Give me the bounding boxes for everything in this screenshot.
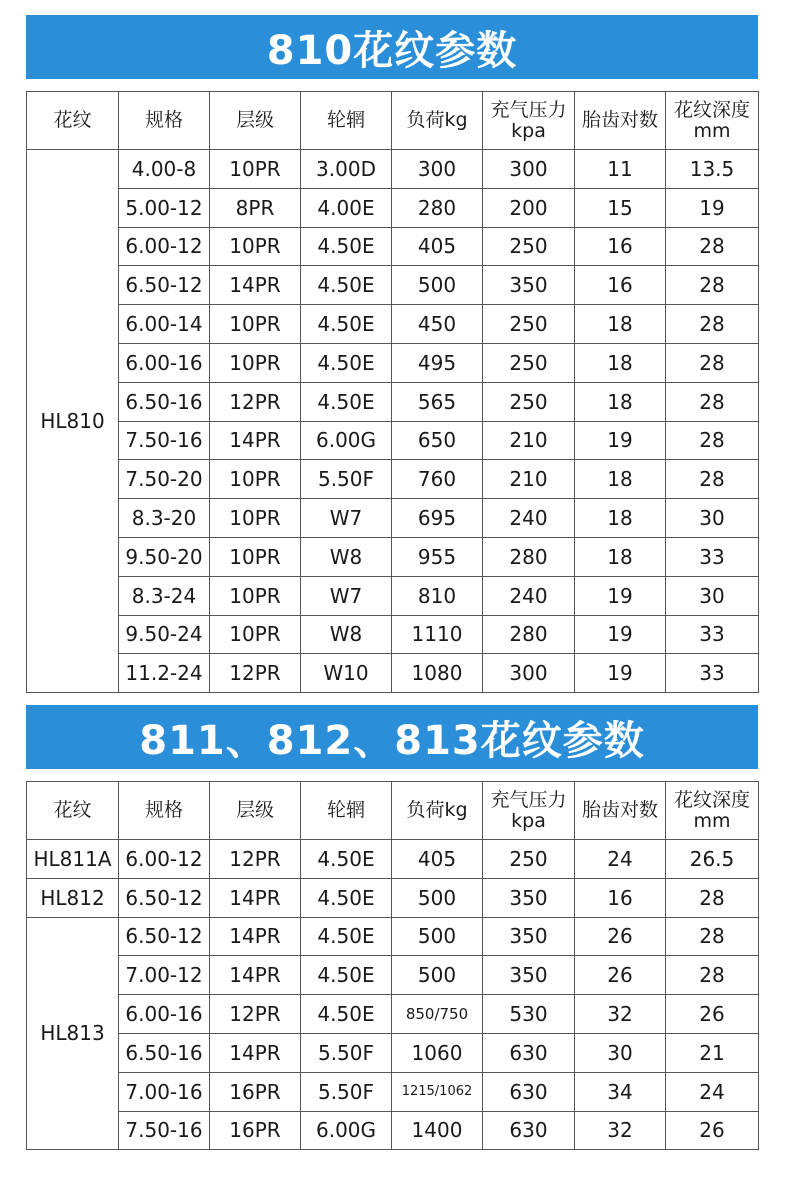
params-table-810 bbox=[26, 91, 759, 693]
table-row bbox=[27, 615, 759, 654]
table-row bbox=[27, 305, 759, 344]
cell-load: 500 bbox=[392, 878, 483, 917]
section-title-811-812-813: 811、812、813花纹参数 bbox=[26, 705, 758, 769]
cell-tread-pairs: 18 bbox=[575, 305, 666, 344]
cell-spec: 6.50-12 bbox=[119, 878, 210, 917]
cell-ply: 14PR bbox=[210, 956, 301, 995]
cell-ply: 14PR bbox=[210, 266, 301, 305]
cell-tread-pairs: 30 bbox=[575, 1033, 666, 1072]
cell-rim: 6.00G bbox=[301, 1111, 392, 1150]
header-row bbox=[27, 92, 759, 150]
cell-pressure: 300 bbox=[483, 654, 575, 693]
cell-rim: 4.50E bbox=[301, 305, 392, 344]
cell-pressure: 250 bbox=[483, 840, 575, 879]
table-row bbox=[27, 537, 759, 576]
cell-ply: 10PR bbox=[210, 460, 301, 499]
cell-load: 760 bbox=[392, 460, 483, 499]
cell-pressure: 240 bbox=[483, 499, 575, 538]
cell-spec: 7.00-12 bbox=[119, 956, 210, 995]
cell-rim: 4.50E bbox=[301, 227, 392, 266]
cell-tread-depth: 33 bbox=[666, 615, 759, 654]
cell-tread-depth: 28 bbox=[666, 382, 759, 421]
cell-rim: W8 bbox=[301, 615, 392, 654]
cell-spec: 6.50-12 bbox=[119, 266, 210, 305]
cell-tread-pairs: 32 bbox=[575, 995, 666, 1034]
cell-rim: 4.50E bbox=[301, 382, 392, 421]
cell-tread-pairs: 16 bbox=[575, 227, 666, 266]
cell-load: 565 bbox=[392, 382, 483, 421]
cell-spec: 4.00-8 bbox=[119, 150, 210, 189]
cell-rim: 4.00E bbox=[301, 188, 392, 227]
cell-rim: W7 bbox=[301, 576, 392, 615]
table-row bbox=[27, 421, 759, 460]
cell-tread-pairs: 15 bbox=[575, 188, 666, 227]
cell-spec: 7.50-20 bbox=[119, 460, 210, 499]
cell-spec: 6.00-12 bbox=[119, 227, 210, 266]
section-title-810: 810花纹参数 bbox=[26, 15, 758, 79]
cell-pressure: 630 bbox=[483, 1033, 575, 1072]
cell-tread-depth: 30 bbox=[666, 499, 759, 538]
cell-rim: 3.00D bbox=[301, 150, 392, 189]
cell-ply: 10PR bbox=[210, 499, 301, 538]
cell-rim: W10 bbox=[301, 654, 392, 693]
table-row bbox=[27, 188, 759, 227]
cell-tread-depth: 26 bbox=[666, 995, 759, 1034]
cell-tread-depth: 28 bbox=[666, 460, 759, 499]
cell-load: 495 bbox=[392, 343, 483, 382]
cell-load: 300 bbox=[392, 150, 483, 189]
cell-spec: 11.2-24 bbox=[119, 654, 210, 693]
table-body bbox=[27, 782, 759, 1150]
cell-tread-pairs: 16 bbox=[575, 878, 666, 917]
cell-rim: W8 bbox=[301, 537, 392, 576]
header-tread-pairs: 胎齿对数 bbox=[575, 782, 666, 840]
header-ply: 层级 bbox=[210, 92, 301, 150]
cell-ply: 12PR bbox=[210, 382, 301, 421]
cell-spec: 6.50-12 bbox=[119, 917, 210, 956]
cell-ply: 10PR bbox=[210, 227, 301, 266]
cell-load: 1060 bbox=[392, 1033, 483, 1072]
cell-pressure: 210 bbox=[483, 460, 575, 499]
cell-tread-depth: 28 bbox=[666, 227, 759, 266]
cell-tread-pairs: 26 bbox=[575, 917, 666, 956]
pattern-cell: HL810 bbox=[27, 150, 119, 693]
cell-rim: 5.50F bbox=[301, 1033, 392, 1072]
cell-load: 500 bbox=[392, 266, 483, 305]
table-row bbox=[27, 654, 759, 693]
pattern-cell: HL811A bbox=[27, 840, 119, 879]
cell-tread-depth: 30 bbox=[666, 576, 759, 615]
table-row bbox=[27, 227, 759, 266]
cell-ply: 14PR bbox=[210, 1033, 301, 1072]
cell-ply: 8PR bbox=[210, 188, 301, 227]
cell-ply: 14PR bbox=[210, 917, 301, 956]
table-row bbox=[27, 878, 759, 917]
cell-ply: 12PR bbox=[210, 995, 301, 1034]
cell-rim: 5.50F bbox=[301, 460, 392, 499]
table-body bbox=[27, 92, 759, 693]
cell-spec: 6.50-16 bbox=[119, 382, 210, 421]
cell-tread-pairs: 18 bbox=[575, 499, 666, 538]
table-row bbox=[27, 460, 759, 499]
cell-spec: 6.00-16 bbox=[119, 995, 210, 1034]
cell-tread-depth: 28 bbox=[666, 266, 759, 305]
cell-tread-pairs: 19 bbox=[575, 421, 666, 460]
cell-spec: 5.00-12 bbox=[119, 188, 210, 227]
header-pressure: 充气压力 kpa bbox=[483, 782, 575, 840]
header-pattern: 花纹 bbox=[27, 92, 119, 150]
cell-ply: 10PR bbox=[210, 343, 301, 382]
table-row bbox=[27, 266, 759, 305]
cell-ply: 12PR bbox=[210, 654, 301, 693]
header-ply: 层级 bbox=[210, 782, 301, 840]
cell-rim: 4.50E bbox=[301, 878, 392, 917]
cell-tread-depth: 13.5 bbox=[666, 150, 759, 189]
cell-ply: 10PR bbox=[210, 150, 301, 189]
table-row bbox=[27, 956, 759, 995]
cell-tread-depth: 33 bbox=[666, 537, 759, 576]
cell-ply: 10PR bbox=[210, 537, 301, 576]
header-rim: 轮辋 bbox=[301, 92, 392, 150]
cell-spec: 7.50-16 bbox=[119, 421, 210, 460]
cell-spec: 7.50-16 bbox=[119, 1111, 210, 1150]
pattern-cell: HL812 bbox=[27, 878, 119, 917]
cell-tread-depth: 26.5 bbox=[666, 840, 759, 879]
table-row bbox=[27, 343, 759, 382]
cell-tread-pairs: 18 bbox=[575, 460, 666, 499]
cell-pressure: 280 bbox=[483, 615, 575, 654]
cell-tread-pairs: 19 bbox=[575, 576, 666, 615]
cell-load: 1080 bbox=[392, 654, 483, 693]
table-row bbox=[27, 150, 759, 189]
pattern-cell: HL813 bbox=[27, 917, 119, 1150]
cell-spec: 7.00-16 bbox=[119, 1072, 210, 1111]
cell-tread-pairs: 19 bbox=[575, 615, 666, 654]
cell-rim: 4.50E bbox=[301, 956, 392, 995]
table-row bbox=[27, 382, 759, 421]
params-table-811-812-813 bbox=[26, 781, 759, 1150]
cell-tread-depth: 19 bbox=[666, 188, 759, 227]
cell-rim: 4.50E bbox=[301, 343, 392, 382]
cell-rim: 4.50E bbox=[301, 917, 392, 956]
table-row bbox=[27, 1072, 759, 1111]
cell-tread-depth: 33 bbox=[666, 654, 759, 693]
cell-pressure: 250 bbox=[483, 227, 575, 266]
cell-tread-depth: 21 bbox=[666, 1033, 759, 1072]
cell-tread-pairs: 18 bbox=[575, 382, 666, 421]
cell-pressure: 200 bbox=[483, 188, 575, 227]
cell-rim: W7 bbox=[301, 499, 392, 538]
cell-tread-pairs: 26 bbox=[575, 956, 666, 995]
cell-spec: 6.00-14 bbox=[119, 305, 210, 344]
header-tread-pairs: 胎齿对数 bbox=[575, 92, 666, 150]
cell-tread-depth: 28 bbox=[666, 878, 759, 917]
cell-load: 850/750 bbox=[392, 995, 483, 1034]
cell-rim: 5.50F bbox=[301, 1072, 392, 1111]
cell-tread-pairs: 18 bbox=[575, 537, 666, 576]
cell-pressure: 250 bbox=[483, 343, 575, 382]
cell-pressure: 250 bbox=[483, 305, 575, 344]
cell-load: 405 bbox=[392, 840, 483, 879]
cell-tread-depth: 24 bbox=[666, 1072, 759, 1111]
cell-rim: 4.50E bbox=[301, 995, 392, 1034]
cell-tread-pairs: 19 bbox=[575, 654, 666, 693]
cell-tread-depth: 28 bbox=[666, 917, 759, 956]
cell-ply: 16PR bbox=[210, 1111, 301, 1150]
cell-load: 405 bbox=[392, 227, 483, 266]
cell-pressure: 530 bbox=[483, 995, 575, 1034]
cell-tread-pairs: 16 bbox=[575, 266, 666, 305]
cell-tread-depth: 28 bbox=[666, 305, 759, 344]
cell-pressure: 350 bbox=[483, 956, 575, 995]
cell-pressure: 630 bbox=[483, 1072, 575, 1111]
cell-pressure: 210 bbox=[483, 421, 575, 460]
cell-load: 1400 bbox=[392, 1111, 483, 1150]
header-tread-depth: 花纹深度 mm bbox=[666, 782, 759, 840]
cell-load: 955 bbox=[392, 537, 483, 576]
cell-pressure: 350 bbox=[483, 917, 575, 956]
cell-pressure: 350 bbox=[483, 266, 575, 305]
table-row bbox=[27, 840, 759, 879]
cell-tread-depth: 28 bbox=[666, 421, 759, 460]
cell-tread-pairs: 34 bbox=[575, 1072, 666, 1111]
cell-tread-pairs: 18 bbox=[575, 343, 666, 382]
header-spec: 规格 bbox=[119, 92, 210, 150]
cell-pressure: 630 bbox=[483, 1111, 575, 1150]
cell-load: 695 bbox=[392, 499, 483, 538]
cell-tread-pairs: 24 bbox=[575, 840, 666, 879]
cell-spec: 9.50-20 bbox=[119, 537, 210, 576]
header-rim: 轮辋 bbox=[301, 782, 392, 840]
section-811-812-813 bbox=[26, 705, 758, 1150]
cell-ply: 10PR bbox=[210, 615, 301, 654]
cell-pressure: 350 bbox=[483, 878, 575, 917]
cell-load: 810 bbox=[392, 576, 483, 615]
header-load: 负荷kg bbox=[392, 782, 483, 840]
cell-spec: 6.00-16 bbox=[119, 343, 210, 382]
cell-spec: 8.3-20 bbox=[119, 499, 210, 538]
cell-spec: 6.50-16 bbox=[119, 1033, 210, 1072]
header-pattern: 花纹 bbox=[27, 782, 119, 840]
cell-rim: 4.50E bbox=[301, 840, 392, 879]
cell-pressure: 250 bbox=[483, 382, 575, 421]
cell-load: 500 bbox=[392, 956, 483, 995]
cell-load: 1110 bbox=[392, 615, 483, 654]
cell-pressure: 280 bbox=[483, 537, 575, 576]
table-row bbox=[27, 576, 759, 615]
cell-ply: 14PR bbox=[210, 421, 301, 460]
cell-tread-pairs: 32 bbox=[575, 1111, 666, 1150]
table-row bbox=[27, 499, 759, 538]
cell-ply: 16PR bbox=[210, 1072, 301, 1111]
section-810 bbox=[26, 15, 758, 693]
header-pressure: 充气压力 kpa bbox=[483, 92, 575, 150]
cell-ply: 10PR bbox=[210, 576, 301, 615]
cell-spec: 6.00-12 bbox=[119, 840, 210, 879]
cell-ply: 12PR bbox=[210, 840, 301, 879]
cell-ply: 14PR bbox=[210, 878, 301, 917]
header-load: 负荷kg bbox=[392, 92, 483, 150]
cell-load: 450 bbox=[392, 305, 483, 344]
table-row bbox=[27, 1111, 759, 1150]
cell-pressure: 240 bbox=[483, 576, 575, 615]
cell-load: 650 bbox=[392, 421, 483, 460]
cell-load: 1215/1062 bbox=[392, 1072, 483, 1111]
cell-tread-depth: 28 bbox=[666, 956, 759, 995]
cell-rim: 6.00G bbox=[301, 421, 392, 460]
header-row bbox=[27, 782, 759, 840]
cell-spec: 8.3-24 bbox=[119, 576, 210, 615]
cell-pressure: 300 bbox=[483, 150, 575, 189]
cell-load: 500 bbox=[392, 917, 483, 956]
cell-tread-depth: 26 bbox=[666, 1111, 759, 1150]
cell-rim: 4.50E bbox=[301, 266, 392, 305]
cell-tread-depth: 28 bbox=[666, 343, 759, 382]
table-row bbox=[27, 1033, 759, 1072]
cell-tread-pairs: 11 bbox=[575, 150, 666, 189]
table-row bbox=[27, 917, 759, 956]
cell-ply: 10PR bbox=[210, 305, 301, 344]
cell-spec: 9.50-24 bbox=[119, 615, 210, 654]
table-row bbox=[27, 995, 759, 1034]
header-tread-depth: 花纹深度 mm bbox=[666, 92, 759, 150]
cell-load: 280 bbox=[392, 188, 483, 227]
header-spec: 规格 bbox=[119, 782, 210, 840]
